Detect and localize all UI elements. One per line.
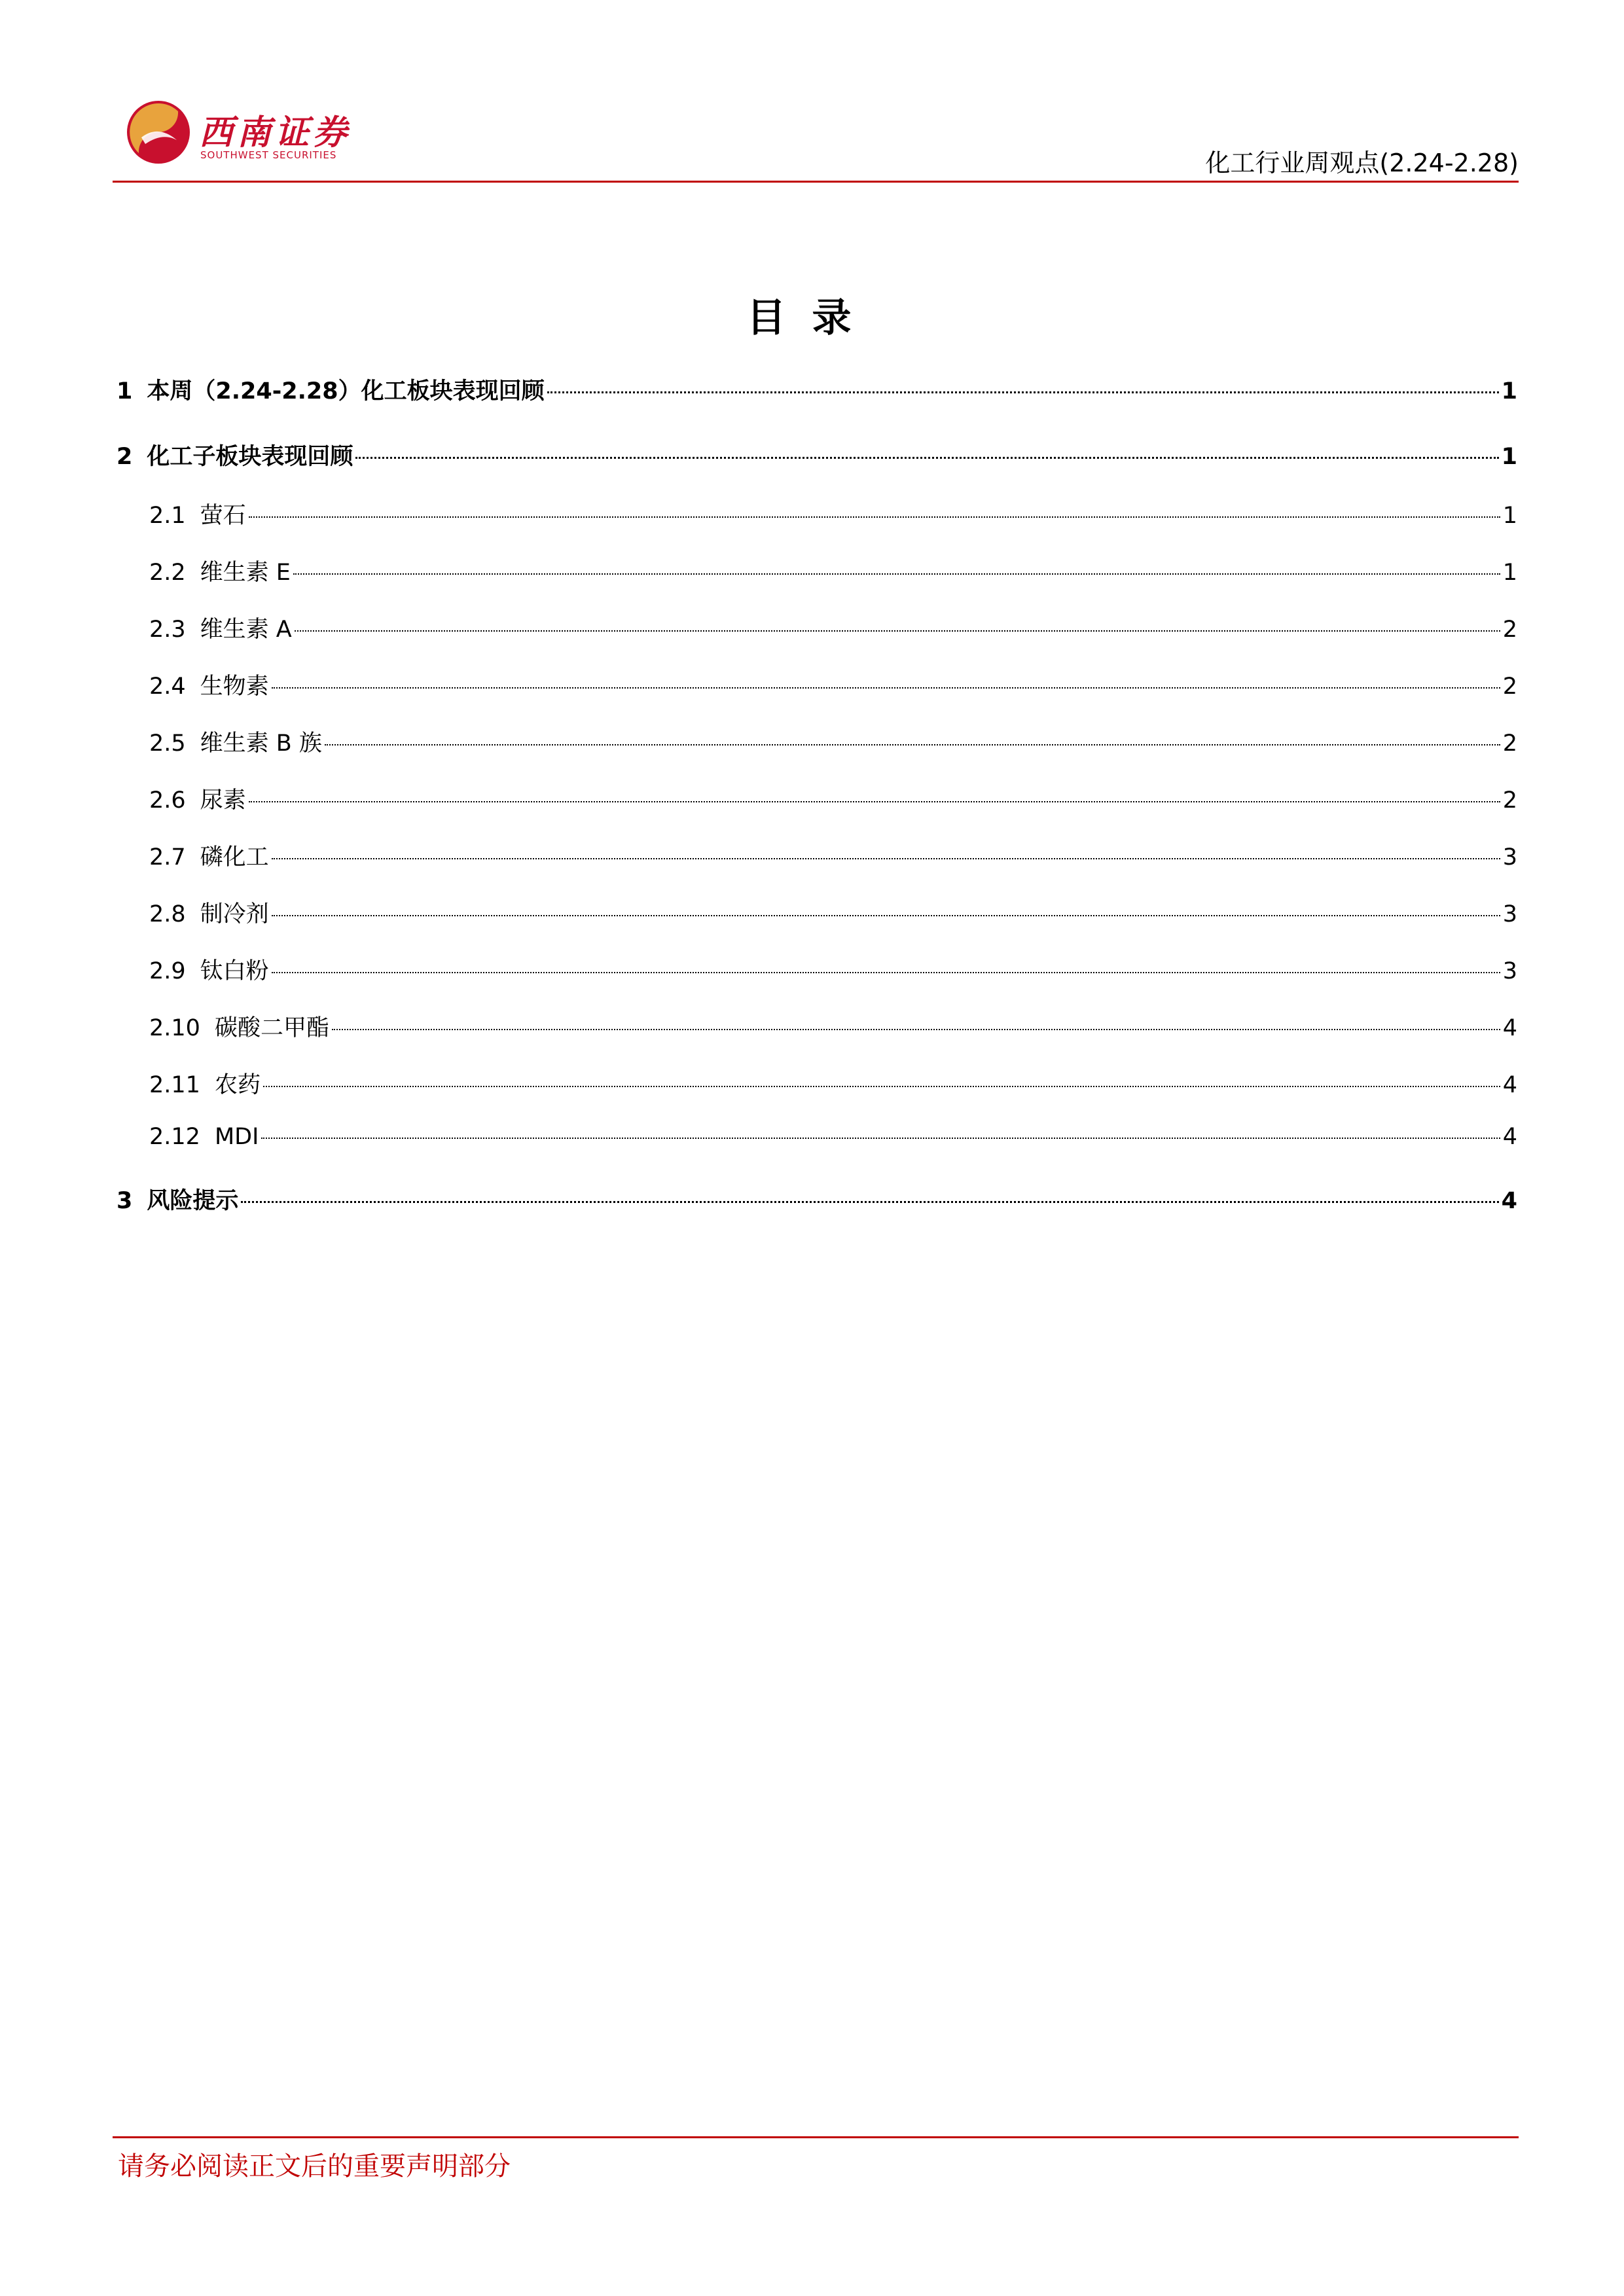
toc-entry-number: 2.3 bbox=[149, 617, 186, 643]
toc-entry-page: 2 bbox=[1502, 617, 1517, 643]
toc-entry-number: 2.9 bbox=[149, 958, 186, 984]
toc-entry[interactable] bbox=[117, 1183, 1517, 1215]
toc-entry-label: 维生素 B 族 bbox=[200, 730, 322, 757]
toc-entry-page: 2 bbox=[1502, 730, 1517, 757]
toc-entry-label: 碳酸二甲酯 bbox=[214, 1015, 329, 1041]
logo-chinese-name: 西南证券 bbox=[199, 113, 352, 152]
toc-dot-leader bbox=[249, 516, 1500, 518]
toc-entry-label: 本周（2.24-2.28）化工板块表现回顾 bbox=[147, 378, 545, 404]
toc-heading: 目录 bbox=[746, 295, 878, 341]
toc-dot-leader bbox=[293, 573, 1500, 575]
footer-disclaimer: 请务必阅读正文后的重要声明部分 bbox=[118, 2151, 511, 2181]
toc-dot-leader bbox=[272, 972, 1500, 973]
toc-entry-page: 1 bbox=[1501, 444, 1517, 470]
toc-entry-page: 1 bbox=[1501, 378, 1517, 404]
toc-entry-label: 维生素 A bbox=[200, 617, 292, 643]
toc-dot-leader bbox=[272, 858, 1500, 859]
toc-entry-label: 生物素 bbox=[200, 673, 269, 700]
toc-entry-number: 2.12 bbox=[149, 1124, 200, 1150]
toc-entry-label: 维生素 E bbox=[200, 560, 291, 586]
toc-entry[interactable] bbox=[149, 668, 1517, 701]
toc-entry[interactable] bbox=[149, 611, 1517, 644]
toc-entry[interactable] bbox=[149, 554, 1517, 587]
toc-dot-leader bbox=[355, 457, 1498, 459]
toc-entry-page: 3 bbox=[1502, 901, 1517, 927]
toc-entry[interactable] bbox=[149, 497, 1517, 530]
toc-entry-number: 2.2 bbox=[149, 560, 186, 586]
toc-entry-number: 2.1 bbox=[149, 503, 186, 529]
toc-entry-page: 4 bbox=[1502, 1072, 1517, 1098]
toc-entry-number: 2.5 bbox=[149, 730, 186, 757]
toc-entry-page: 3 bbox=[1502, 844, 1517, 870]
toc-entry[interactable] bbox=[117, 373, 1517, 406]
toc-dot-leader bbox=[547, 391, 1499, 393]
toc-entry-number: 2.4 bbox=[149, 673, 186, 700]
toc-entry-number: 2.6 bbox=[149, 787, 186, 814]
toc-entry-page: 4 bbox=[1501, 1188, 1517, 1214]
toc-entry-number: 3 bbox=[117, 1188, 133, 1214]
toc-entry-label: 磷化工 bbox=[200, 844, 269, 870]
toc-entry-page: 2 bbox=[1502, 787, 1517, 814]
page-header bbox=[0, 0, 1624, 190]
logo-emblem-icon bbox=[124, 98, 192, 166]
toc-entry[interactable] bbox=[149, 839, 1517, 872]
toc-entry[interactable] bbox=[149, 953, 1517, 986]
toc-entry-number: 2.8 bbox=[149, 901, 186, 927]
toc-entry-label: 化工子板块表现回顾 bbox=[147, 444, 353, 470]
toc-dot-leader bbox=[272, 915, 1500, 916]
toc-dot-leader bbox=[295, 630, 1500, 632]
toc-entry-number: 2.10 bbox=[149, 1015, 200, 1041]
toc-entry-number: 2.7 bbox=[149, 844, 186, 870]
toc-entry-label: 尿素 bbox=[200, 787, 246, 814]
toc-entry-page: 1 bbox=[1502, 560, 1517, 586]
toc-entry[interactable] bbox=[149, 896, 1517, 929]
company-logo bbox=[124, 98, 352, 170]
toc-entry-page: 2 bbox=[1502, 673, 1517, 700]
toc-dot-leader bbox=[241, 1201, 1498, 1203]
toc-dot-leader bbox=[332, 1029, 1500, 1030]
toc-entry[interactable] bbox=[149, 1010, 1517, 1043]
toc-dot-leader bbox=[263, 1086, 1500, 1087]
toc-dot-leader bbox=[325, 744, 1500, 745]
toc-dot-leader bbox=[261, 1138, 1500, 1139]
toc-dot-leader bbox=[272, 687, 1500, 689]
toc-entry[interactable] bbox=[149, 725, 1517, 758]
toc-entry-number: 1 bbox=[117, 378, 133, 404]
toc-entry-page: 4 bbox=[1502, 1015, 1517, 1041]
toc-entry[interactable] bbox=[149, 1067, 1517, 1100]
toc-entry[interactable] bbox=[117, 439, 1517, 471]
toc-dot-leader bbox=[249, 801, 1500, 802]
toc-entry-page: 4 bbox=[1502, 1124, 1517, 1150]
report-title: 化工行业周观点(2.24-2.28) bbox=[1205, 149, 1519, 177]
header-divider bbox=[113, 181, 1519, 183]
toc-entry-label: 风险提示 bbox=[147, 1188, 239, 1214]
toc-entry-page: 3 bbox=[1502, 958, 1517, 984]
toc-entry-label: 制冷剂 bbox=[200, 901, 269, 927]
toc-entry[interactable] bbox=[149, 782, 1517, 815]
toc-entry-label: MDI bbox=[214, 1124, 259, 1150]
toc-entry-label: 钛白粉 bbox=[200, 958, 269, 984]
toc-entry-page: 1 bbox=[1502, 503, 1517, 529]
toc-entry[interactable] bbox=[149, 1124, 1517, 1150]
toc-entry-number: 2.11 bbox=[149, 1072, 200, 1098]
toc-entry-number: 2 bbox=[117, 444, 133, 470]
logo-english-name: SOUTHWEST SECURITIES bbox=[200, 149, 337, 161]
toc-entry-label: 萤石 bbox=[200, 503, 246, 529]
footer-divider bbox=[113, 2136, 1519, 2138]
toc-entry-label: 农药 bbox=[214, 1072, 261, 1098]
